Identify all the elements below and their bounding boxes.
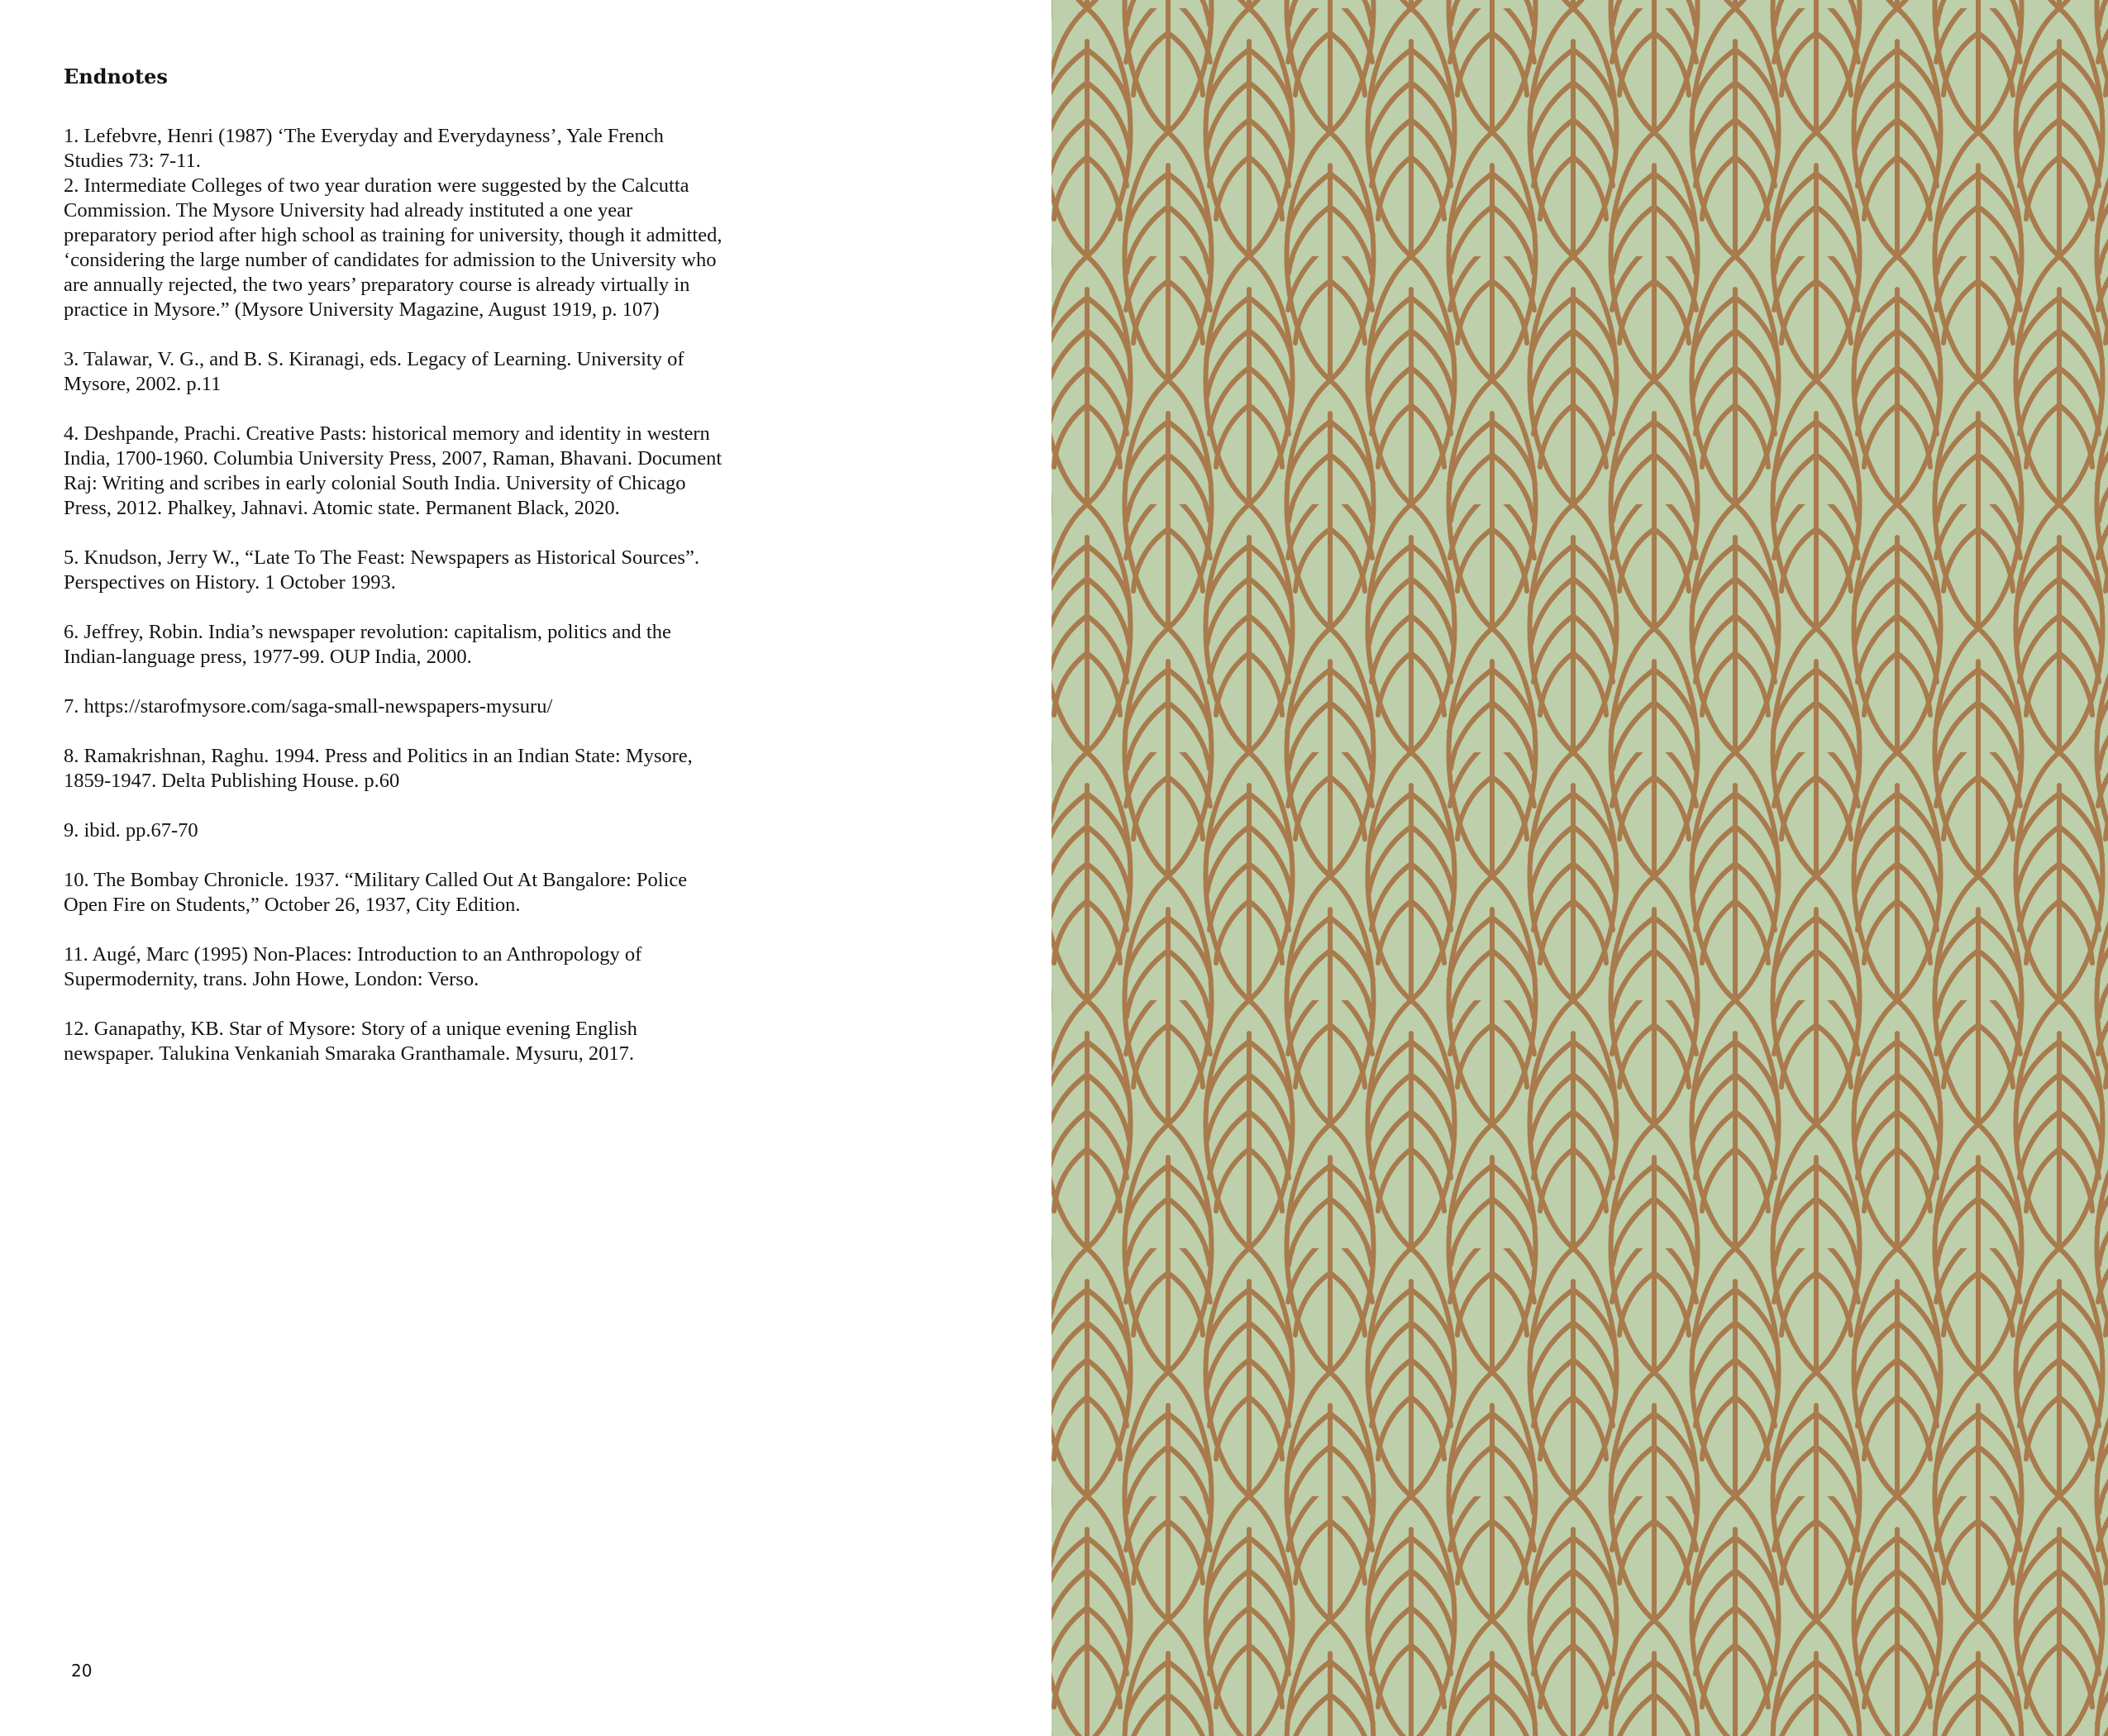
- endnote-4: 4. Deshpande, Prachi. Creative Pasts: historical memory and identity in western India, 1700-1960. Columbia University Press, 2007, Raman, Bhavani. Document Raj: Writing and scribes in early colonial South India. University of Chicago Press, 2012. Phalkey, Jahnavi. Atomic state. Permanent Black, 2020.: [64, 422, 723, 519]
- endnote-6: 6. Jeffrey, Robin. India’s newspaper revolution: capitalism, politics and the Indian-language press, 1977-99. OUP India, 2000.: [64, 621, 671, 668]
- endnote-10: 10. The Bombay Chronicle. 1937. “Military Called Out At Bangalore: Police Open Fire on Students,” October 26, 1937, City Edition.: [64, 869, 688, 916]
- endnote-11: 11. Augé, Marc (1995) Non-Places: Introduction to an Anthropology of Supermodernity, trans. John Howe, London: Verso.: [64, 943, 642, 990]
- endnotes-list: [64, 124, 725, 1066]
- endnote-1: 1. Lefebvre, Henri (1987) ‘The Everyday and Everydayness’, Yale French Studies 73: 7-11.: [64, 125, 664, 172]
- decorative-pattern-page: [1052, 0, 2108, 1736]
- endnote-9: 9. ibid. pp.67-70: [64, 819, 198, 842]
- page-title: Endnotes: [64, 64, 168, 88]
- endnote-3: 3. Talawar, V. G., and B. S. Kiranagi, eds. Legacy of Learning. University of Mysore, 2002. p.11: [64, 348, 684, 395]
- endnote-2: 2. Intermediate Colleges of two year duration were suggested by the Calcutta Commission. The Mysore University had already instituted a one year preparatory period after high school as training for university, though it admitted, ‘considering the large number of candidates for admission to the University who are annually rejected, the two years’ preparatory course is already virtually in practice in Mysore.” (Mysore University Magazine, August 1919, p. 107): [64, 174, 723, 321]
- endnote-12: 12. Ganapathy, KB. Star of Mysore: Story of a unique evening English newspaper. Talukina Venkaniah Smaraka Granthamale. Mysuru, 2017.: [64, 1018, 637, 1065]
- page-number: 20: [71, 1661, 93, 1681]
- pattern-lines: [1052, 0, 2108, 1736]
- leaf-pattern-illustration: [1052, 0, 2108, 1736]
- endnote-5: 5. Knudson, Jerry W., “Late To The Feast: Newspapers as Historical Sources”. Perspectives on History. 1 October 1993.: [64, 546, 699, 594]
- endnotes-page: [0, 0, 1052, 1736]
- endnote-8: 8. Ramakrishnan, Raghu. 1994. Press and Politics in an Indian State: Mysore, 1859-1947. Delta Publishing House. p.60: [64, 745, 693, 792]
- endnote-7: 7. https://starofmysore.com/saga-small-newspapers-mysuru/: [64, 695, 553, 718]
